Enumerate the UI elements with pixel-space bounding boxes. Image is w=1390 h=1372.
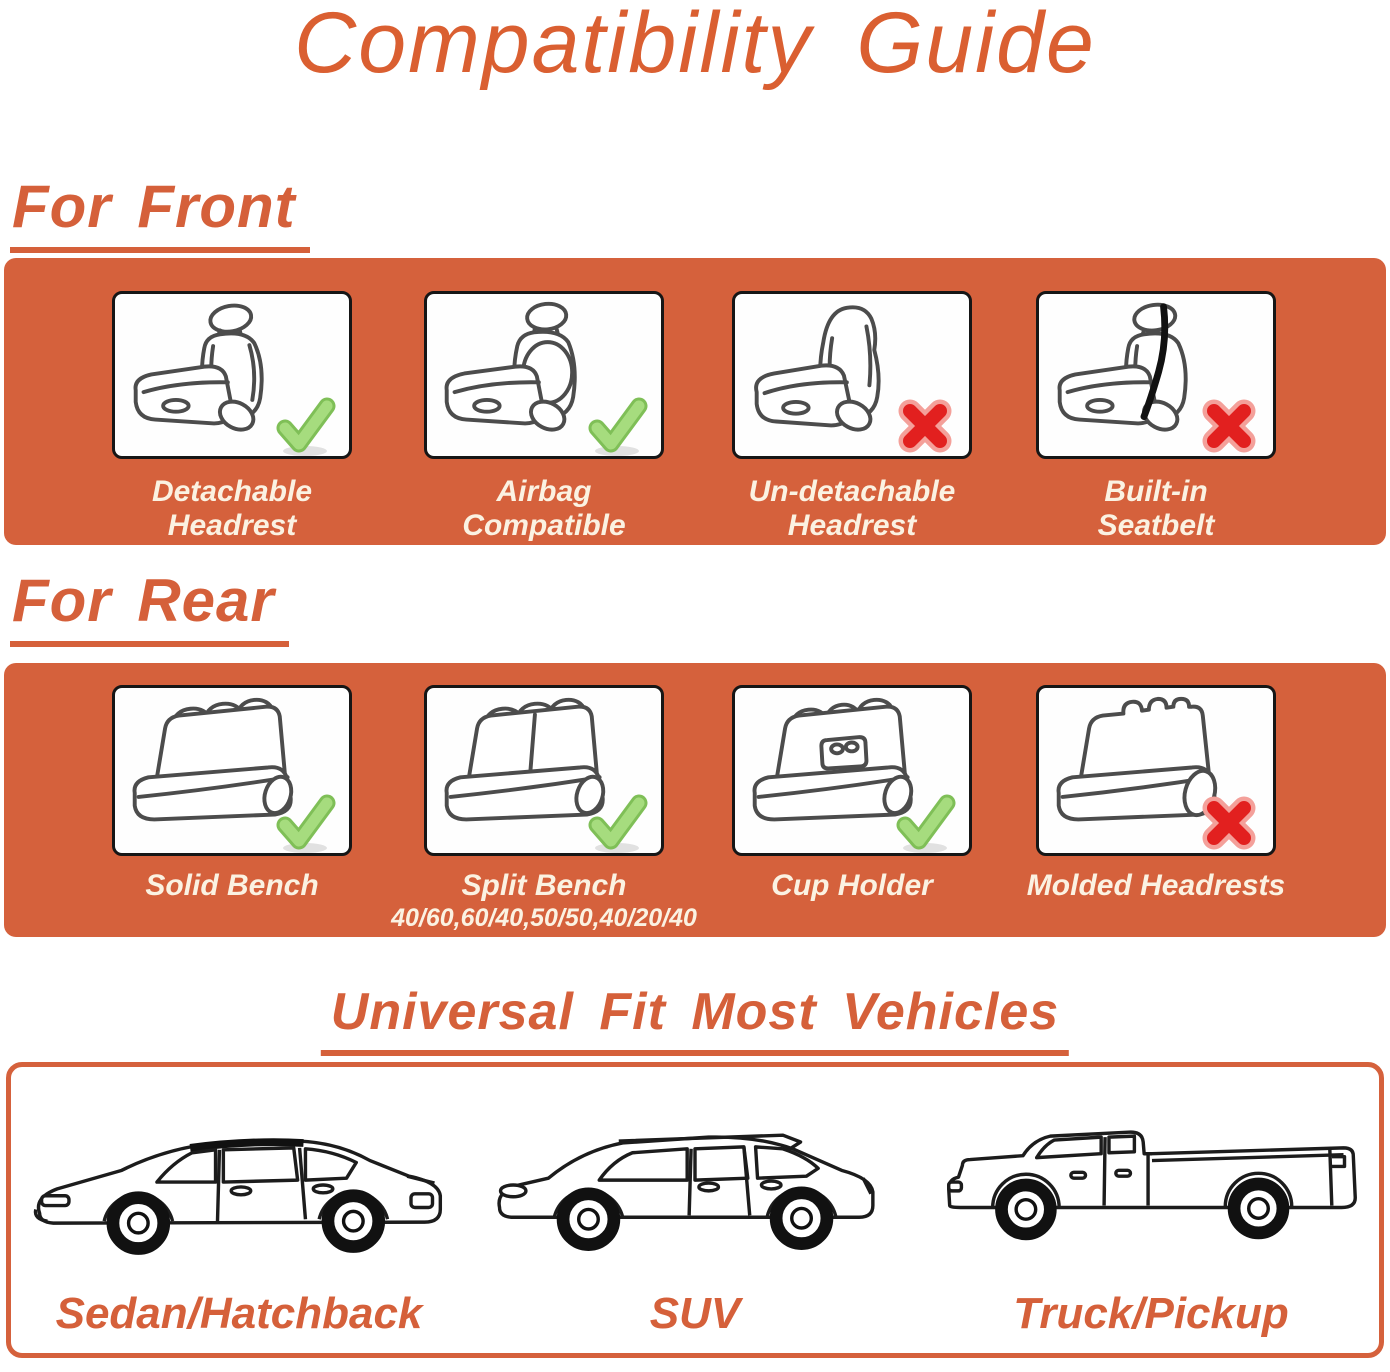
front-compatibility-banner bbox=[4, 258, 1386, 545]
sedan-icon bbox=[24, 1091, 454, 1279]
card-label: Solid Bench bbox=[145, 869, 319, 902]
seat-card bbox=[112, 291, 352, 459]
rear-card-cup-holder bbox=[732, 685, 972, 902]
rear-section-heading: For Rear bbox=[10, 566, 289, 647]
vehicle-truck bbox=[923, 1067, 1379, 1339]
seat-card bbox=[112, 685, 352, 856]
vehicle-sedan bbox=[11, 1067, 467, 1339]
vehicle-label: Sedan/Hatchback bbox=[55, 1289, 423, 1338]
card-label: Cup Holder bbox=[771, 869, 933, 902]
check-icon bbox=[273, 791, 337, 855]
rear-compatibility-banner bbox=[4, 663, 1386, 937]
vehicle-suv bbox=[467, 1067, 923, 1339]
card-label: Un-detachable Headrest bbox=[748, 475, 956, 542]
card-label: Built-in Seatbelt bbox=[1097, 475, 1215, 542]
cross-icon bbox=[1197, 791, 1261, 855]
suv-icon bbox=[480, 1091, 910, 1279]
universal-vehicles-panel bbox=[6, 1062, 1384, 1358]
seat-card bbox=[732, 291, 972, 459]
seat-card bbox=[1036, 685, 1276, 856]
vehicle-label: Truck/Pickup bbox=[1013, 1289, 1289, 1338]
vehicle-label: SUV bbox=[649, 1289, 741, 1338]
front-card-builtin-seatbelt bbox=[1036, 291, 1276, 542]
card-label: Detachable Headrest bbox=[151, 475, 313, 542]
front-card-airbag-compatible bbox=[424, 291, 664, 542]
rear-card-split-bench bbox=[391, 685, 697, 932]
seat-card bbox=[1036, 291, 1276, 459]
check-icon bbox=[893, 791, 957, 855]
seat-card bbox=[732, 685, 972, 856]
front-card-undetachable-headrest bbox=[732, 291, 972, 542]
seat-card bbox=[424, 685, 664, 856]
cross-icon bbox=[1197, 394, 1261, 458]
card-label: Split Bench bbox=[461, 869, 627, 902]
front-section-heading: For Front bbox=[10, 172, 310, 253]
seat-card bbox=[424, 291, 664, 459]
page-title: Compatibility Guide bbox=[294, 0, 1096, 91]
rear-card-molded-headrests bbox=[1026, 685, 1286, 902]
truck-icon bbox=[936, 1091, 1366, 1279]
front-card-detachable-headrest bbox=[112, 291, 352, 542]
split-bench-ratios: 40/60,60/40,50/50,40/20/40 bbox=[391, 904, 697, 932]
card-label: Airbag Compatible bbox=[462, 475, 626, 542]
check-icon bbox=[585, 394, 649, 458]
universal-section-heading: Universal Fit Most Vehicles bbox=[321, 982, 1069, 1056]
check-icon bbox=[585, 791, 649, 855]
cross-icon bbox=[893, 394, 957, 458]
rear-card-solid-bench bbox=[112, 685, 352, 902]
card-label: Molded Headrests bbox=[1026, 869, 1286, 902]
check-icon bbox=[273, 394, 337, 458]
